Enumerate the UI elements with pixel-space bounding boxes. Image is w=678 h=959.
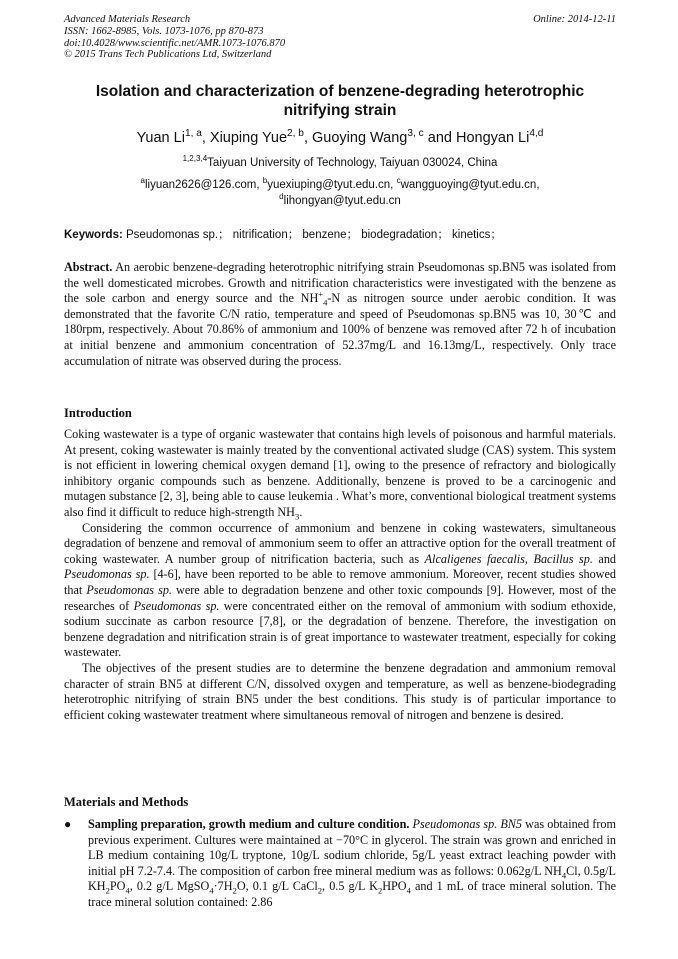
intro-text: [4-6], have been reported to be able to remove ammonium. Moreover, recent studies showed that: [64, 567, 616, 597]
methods-text: , 0.5 g/L K: [322, 879, 378, 894]
methods-item-label: Sampling preparation, growth medium and culture condition.: [88, 817, 410, 831]
intro-sub: 3: [294, 511, 300, 522]
email-sup: c: [396, 176, 401, 186]
intro-italic: Pseudomonas sp.: [86, 582, 172, 597]
abstract: [64, 260, 616, 369]
abstract-sup: +: [318, 289, 324, 300]
methods-sub: 4: [561, 870, 567, 881]
online-date: Online: 2014-12-11: [533, 14, 616, 25]
paper-title: Isolation and characterization of benzene-degrading heterotrophic nitrifying strain: [95, 83, 585, 119]
methods-sub: 2: [317, 885, 323, 896]
author-sup: 4,d: [529, 128, 544, 140]
methods-text: Cl, 0.5g/L KH: [88, 863, 616, 894]
keywords: [64, 228, 616, 243]
methods-sub: 4: [406, 885, 411, 896]
affiliation-text: Taiyuan University of Technology, Taiyuan 030024, China: [207, 157, 498, 169]
methods-sub: 2: [232, 885, 237, 896]
email-link[interactable]: liyuan2626@126.com,: [144, 179, 260, 191]
copyright-line: © 2015 Trans Tech Publications Ltd, Switzerland: [64, 49, 272, 61]
abstract-sub: 4: [323, 297, 328, 308]
author-sup: 3, c: [407, 128, 424, 140]
methods-text: O, 0.1 g/L CaCl: [236, 879, 318, 894]
methods-text: ·7H: [213, 879, 233, 894]
intro-text: ,: [524, 551, 534, 566]
author-name: Xiuping Yue: [209, 130, 288, 146]
intro-text: and: [592, 551, 617, 566]
author-and: and: [427, 130, 452, 146]
methods-text: was obtained from previous experiment. Cultures were maintained at −70°C in glycerol. The strain was grown and enriched in LB medium containing 10g/L tryptone, 10g/L sodium chloride, 5g/L yeast extract leaching powder with initial pH 7.2-7.4. The composition of carbon free mineral medium was as follows: 0.062g/L NH: [88, 817, 616, 878]
abstract-text: -N as nitrogen source under aerobic condition. It was demonstrated that the favorite C/N ratio, temperature and speed of Pseudomonas sp.BN5 was 10, 30℃ and 180rpm, respectively. About 70.86% of ammonium and 100% of benzene was removed after 72 h of incubation at initial benzene and ammonium concentration of 52.37mg/L and 16.13mg/L, respectively. Only trace accumulation of nitrate was observed during the process.: [64, 291, 616, 368]
author-sup: 1, a: [184, 128, 202, 140]
intro-italic: Alcaligenes faecalis: [424, 551, 525, 566]
email-link[interactable]: wangguoying@tyut.edu.cn,: [400, 179, 540, 191]
doi-line: doi:10.4028/www.scientific.net/AMR.1073-1076.870: [64, 37, 286, 49]
intro-text: were able to degradation benzene and other toxic compounds [9]. However, most of the researches of: [64, 582, 616, 613]
email-sup: a: [140, 176, 145, 186]
methods-sub: 2: [105, 885, 110, 896]
author-name: Yuan Li: [136, 130, 185, 146]
methods-sub: 2: [377, 885, 383, 896]
methods-text: HPO: [382, 879, 407, 894]
email-sup: d: [279, 192, 284, 202]
section-heading-methods: Materials and Methods: [64, 795, 189, 809]
email-list: [64, 177, 616, 209]
affiliation: [64, 156, 616, 171]
methods-text: PO: [109, 879, 126, 894]
intro-italic: Pseudomonas sp.: [64, 567, 150, 582]
author-name: Guoying Wang: [312, 130, 408, 146]
intro-text: were concentrated either on the removal of ammonium with sodium ethoxide, sodium succinate as carbon resource [7,8], or the degradation of benzene. Therefore, the investigation on benzene degradation and nitrification strain is of great importance to wastewater treatment, especially for coking wastewater.: [64, 598, 617, 660]
keywords-label: Keywords:: [64, 229, 123, 241]
methods-item: [88, 817, 616, 911]
affiliation-sup: 1,2,3,4: [182, 154, 208, 164]
abstract-text: An aerobic benzene-degrading heterotrophic nitrifying strain Pseudomonas sp.BN5 was isolated from the well domesticated microbes. Growth and nitrification characteristics were investigated with the benzene as the sole carbon and energy source and the NH: [64, 260, 617, 306]
email-link[interactable]: yuexiuping@tyut.edu.cn,: [267, 179, 394, 191]
intro-paragraph: [64, 521, 616, 661]
author-list: Yuan Li$^{1, a}$, Xiuping Yue$^{2, b}$, Guoying Wang$^{3, c}$ and Hongyan Li$^{4,d}$: [136, 128, 544, 146]
intro-paragraph: .: [299, 504, 303, 519]
intro-text: Considering the common occurrence of ammonium and benzene in coking wastewaters, simultaneous degradation of benzene and removal of ammonium seem to offer an attractive option for the overall treatment of coking wastewater. A number group of nitrification bacteria, such as: [64, 520, 616, 566]
email-link[interactable]: lihongyan@tyut.edu.cn: [283, 195, 401, 207]
section-heading-introduction: Introduction: [64, 406, 132, 420]
methods-text: , 0.2 g/L MgSO: [129, 879, 210, 894]
author-sup: 2, b: [287, 128, 304, 140]
intro-paragraph: Coking wastewater is a type of organic wastewater that contains high levels of poisonous and harmful materials. At present, coking wastewater is mainly treated by the conventional activated sludge (CAS) system. This system is not efficient in lowering chemical oxygen demand [1], owing to the presence of refractory and biologically inhibitory organic compounds such as benzene. Additionally, benzene is proved to be a carcinogenic and mutagen substance [2, 3], being able to cause leukemia . What’s more, conventional biological treatment systems also find it difficult to reduce high-strength NH: [64, 427, 616, 519]
email-sup: b: [262, 176, 268, 186]
issn-line: ISSN: 1662-8985, Vols. 1073-1076, pp 870-873: [64, 25, 264, 37]
abstract-label: Abstract.: [64, 260, 113, 274]
intro-italic: Pseudomonas sp.: [133, 598, 220, 613]
intro-italic: Bacillus sp.: [533, 551, 593, 566]
intro-paragraph: The objectives of the present studies are to determine the benzene degradation and ammonium removal character of strain BN5 at different C/N, dissolved oxygen and temperature, as well as benzene-biodegrading heterotrophic nitrifying of strain BN5 under the best conditions. This study is of particular importance to efficient coking wastewater treatment where simultaneous removal of nitrogen and benzene is desired.: [64, 660, 616, 722]
keywords-text: Pseudomonas sp.； nitrification； benzene； biodegradation； kinetics；: [126, 229, 502, 241]
methods-text: and 1 mL of trace mineral solution. The trace mineral solution contained: 2.86: [88, 879, 617, 909]
introduction-body: [64, 427, 616, 723]
methods-sub: 4: [125, 885, 130, 896]
methods-italic: Pseudomonas sp. BN5: [412, 817, 523, 831]
author-name: Hongyan Li: [455, 130, 530, 146]
journal-header: [64, 14, 616, 61]
bullet-icon: ●: [64, 817, 72, 831]
methods-sub: 4: [209, 885, 214, 896]
journal-name: Advanced Materials Research: [64, 14, 191, 25]
